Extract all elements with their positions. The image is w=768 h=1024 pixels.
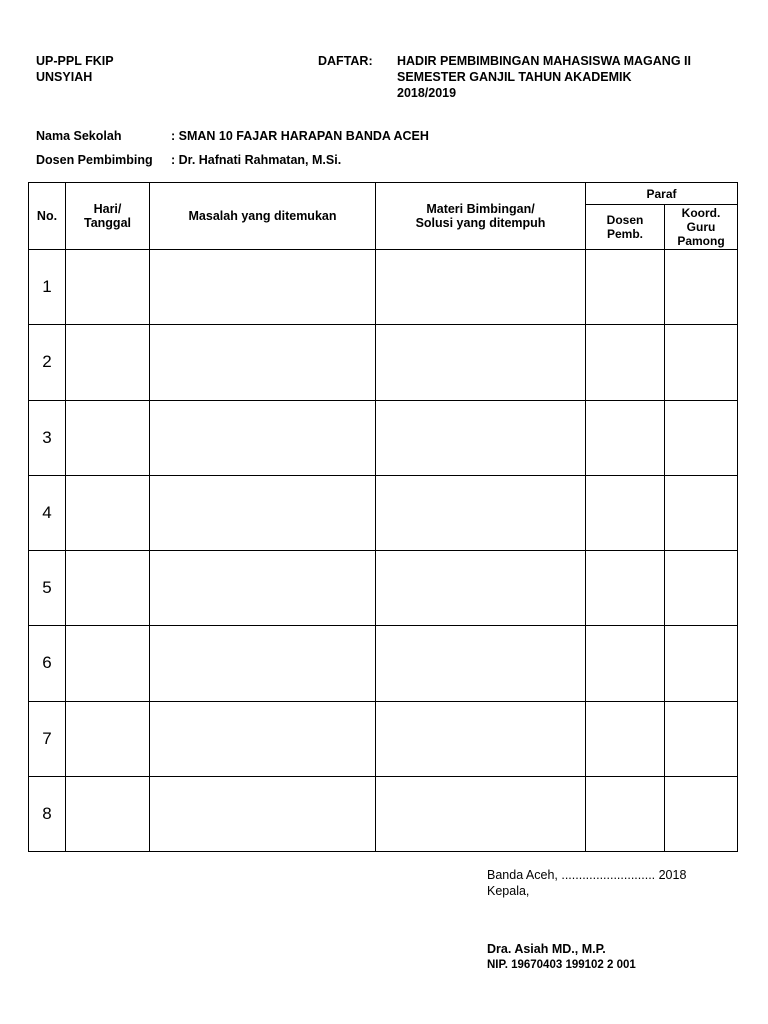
row-number: 4 [29, 475, 66, 550]
header-koord-line-3: Pamong [677, 234, 725, 248]
table-row [29, 475, 738, 550]
koord-signature-cell[interactable] [665, 701, 738, 776]
organization-line-1: UP-PPL FKIP [36, 54, 114, 68]
material-cell[interactable] [376, 475, 586, 550]
table-row [29, 325, 738, 400]
date-cell[interactable] [66, 701, 150, 776]
header-problem: Masalah yang ditemukan [150, 183, 376, 250]
dosen-signature-cell[interactable] [586, 701, 665, 776]
problem-cell[interactable] [150, 475, 376, 550]
material-cell[interactable] [376, 626, 586, 701]
table-row [29, 776, 738, 851]
date-cell[interactable] [66, 551, 150, 626]
koord-signature-cell[interactable] [665, 400, 738, 475]
date-cell[interactable] [66, 250, 150, 325]
header-dosen-line-2: Pemb. [606, 227, 643, 241]
material-cell[interactable] [376, 250, 586, 325]
school-value: : SMAN 10 FAJAR HARAPAN BANDA ACEH [171, 129, 429, 143]
supervisor-label: Dosen Pembimbing [36, 153, 153, 167]
date-cell[interactable] [66, 400, 150, 475]
organization-line-2: UNSYIAH [36, 70, 93, 84]
header-date-line-1: Hari/ [93, 202, 122, 216]
problem-cell[interactable] [150, 776, 376, 851]
dosen-signature-cell[interactable] [586, 250, 665, 325]
koord-signature-cell[interactable] [665, 776, 738, 851]
table-row [29, 551, 738, 626]
material-cell[interactable] [376, 701, 586, 776]
row-number: 8 [29, 776, 66, 851]
problem-cell[interactable] [150, 626, 376, 701]
school-label: Nama Sekolah [36, 129, 122, 143]
dosen-signature-cell[interactable] [586, 475, 665, 550]
attendance-table [28, 182, 738, 852]
header-koord-guru-pamong [665, 205, 738, 250]
koord-signature-cell[interactable] [665, 626, 738, 701]
date-cell[interactable] [66, 475, 150, 550]
signer-position: Kepala, [487, 884, 530, 898]
document-title-line-1: HADIR PEMBIMBINGAN MAHASISWA MAGANG II [397, 54, 691, 68]
row-number: 5 [29, 551, 66, 626]
date-cell[interactable] [66, 776, 150, 851]
place-date: Banda Aceh, ........................... 2018 [487, 868, 687, 882]
table-row [29, 626, 738, 701]
organization-name [36, 53, 114, 85]
document-title-line-3: 2018/2019 [397, 86, 457, 100]
dosen-signature-cell[interactable] [586, 551, 665, 626]
problem-cell[interactable] [150, 250, 376, 325]
dosen-signature-cell[interactable] [586, 776, 665, 851]
header-date [66, 183, 150, 250]
table-row [29, 400, 738, 475]
header-dosen-pemb [586, 205, 665, 250]
supervisor-value: : Dr. Hafnati Rahmatan, M.Si. [171, 153, 342, 167]
problem-cell[interactable] [150, 325, 376, 400]
signer-name: Dra. Asiah MD., M.P. [487, 942, 606, 956]
date-cell[interactable] [66, 325, 150, 400]
dosen-signature-cell[interactable] [586, 325, 665, 400]
header-koord-line-1: Koord. [681, 206, 721, 220]
header-date-line-2: Tanggal [84, 216, 131, 230]
table-row [29, 701, 738, 776]
material-cell[interactable] [376, 325, 586, 400]
header-material-line-2: Solusi yang ditempuh [415, 216, 546, 230]
dosen-signature-cell[interactable] [586, 400, 665, 475]
row-number: 1 [29, 250, 66, 325]
koord-signature-cell[interactable] [665, 551, 738, 626]
row-number: 3 [29, 400, 66, 475]
daftar-label: DAFTAR: [318, 54, 373, 68]
problem-cell[interactable] [150, 400, 376, 475]
row-number: 2 [29, 325, 66, 400]
header-dosen-line-1: Dosen [606, 213, 644, 227]
document-title [397, 53, 691, 101]
signer-nip: NIP. 19670403 199102 2 001 [487, 959, 636, 971]
row-number: 7 [29, 701, 66, 776]
koord-signature-cell[interactable] [665, 475, 738, 550]
header-material-line-1: Materi Bimbingan/ [426, 202, 535, 216]
koord-signature-cell[interactable] [665, 250, 738, 325]
header-material [376, 183, 586, 250]
koord-signature-cell[interactable] [665, 325, 738, 400]
material-cell[interactable] [376, 400, 586, 475]
row-number: 6 [29, 626, 66, 701]
date-cell[interactable] [66, 626, 150, 701]
problem-cell[interactable] [150, 701, 376, 776]
header-paraf: Paraf [586, 183, 738, 205]
header-koord-line-2: Guru [686, 220, 716, 234]
header-no: No. [29, 183, 66, 250]
problem-cell[interactable] [150, 551, 376, 626]
table-row [29, 250, 738, 325]
dosen-signature-cell[interactable] [586, 626, 665, 701]
document-title-line-2: SEMESTER GANJIL TAHUN AKADEMIK [397, 70, 632, 84]
material-cell[interactable] [376, 776, 586, 851]
material-cell[interactable] [376, 551, 586, 626]
signature-block [487, 867, 686, 899]
